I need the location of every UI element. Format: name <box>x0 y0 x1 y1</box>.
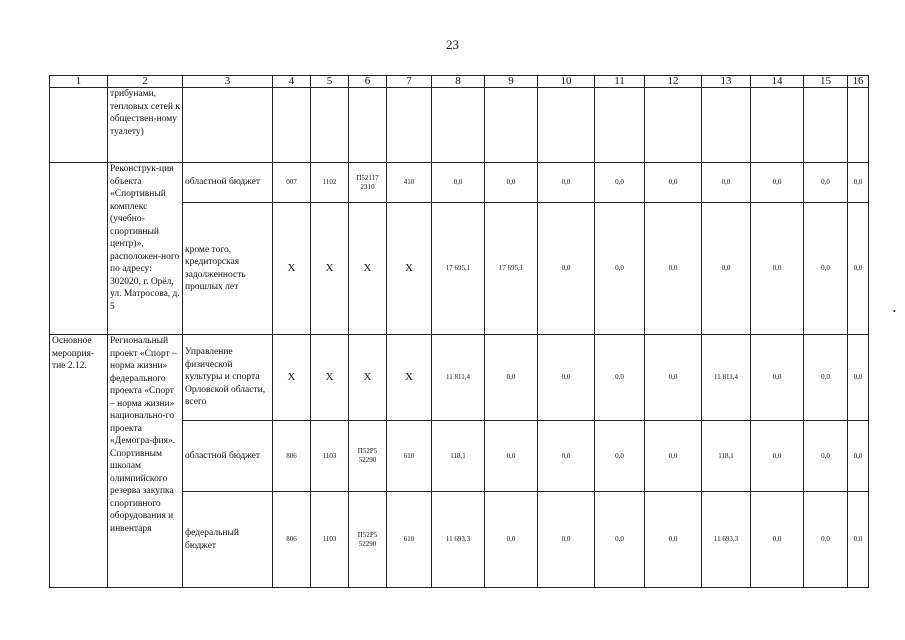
cell-value: 0,0 <box>751 203 804 335</box>
cell-value: 0,0 <box>432 163 485 203</box>
cell <box>50 88 108 163</box>
cell <box>751 88 804 163</box>
cell-value: 0,0 <box>538 203 595 335</box>
cell-code: X <box>349 203 387 335</box>
cell-value: 0,0 <box>804 421 848 492</box>
cell <box>311 88 349 163</box>
cell-value: 0,0 <box>485 163 538 203</box>
cell-funding-source: федеральный бюджет <box>183 492 273 588</box>
col-header-12: 12 <box>645 76 702 88</box>
cell-value: 11 693,3 <box>432 492 485 588</box>
cell-value: 11 811,4 <box>432 335 485 421</box>
col-header-14: 14 <box>751 76 804 88</box>
cell-value: 0,0 <box>804 492 848 588</box>
cell <box>485 88 538 163</box>
cell-code: 1102 <box>311 163 349 203</box>
cell-code: 610 <box>387 492 432 588</box>
cell <box>595 88 645 163</box>
table-row <box>50 88 869 163</box>
col-header-1: 1 <box>50 76 108 88</box>
cell-value: 0,0 <box>645 203 702 335</box>
cell-value: 0,0 <box>538 335 595 421</box>
cell-value: 0,0 <box>538 163 595 203</box>
cell-description: Региональный проект «Спорт – норма жизни» федерального проекта «Спорт – норма жизни» национально-го проекта «Демогра-фия». Спортивным школам олимпийского резерва закупка спортивного оборудования и инвентаря <box>108 335 183 588</box>
cell-value: 118,1 <box>432 421 485 492</box>
cell <box>387 88 432 163</box>
cell-code: 610 <box>387 421 432 492</box>
col-header-13: 13 <box>702 76 751 88</box>
cell-value: 0,0 <box>804 335 848 421</box>
col-header-2: 2 <box>108 76 183 88</box>
cell-value: 0,0 <box>645 421 702 492</box>
cell-description: Реконструк-ция объекта «Спортивный комплекс (учебно-спортивный центр)», расположен-ного по адресу: 302020, г. Орёл, ул. Матросова, д. 5 <box>108 163 183 335</box>
page-number: 23 <box>446 37 459 52</box>
cell-code: 1103 <box>311 492 349 588</box>
cell-value: 0,0 <box>751 421 804 492</box>
cell <box>183 88 273 163</box>
cell-code: 1103 <box>311 421 349 492</box>
cell-value: 0,0 <box>848 203 869 335</box>
col-header-16: 16 <box>848 76 869 88</box>
cell-value: 0,0 <box>848 421 869 492</box>
cell-code: X <box>273 203 311 335</box>
cell-value: 0,0 <box>485 421 538 492</box>
cell-value: 0,0 <box>751 492 804 588</box>
cell-code: X <box>349 335 387 421</box>
cell-value: 0,0 <box>702 163 751 203</box>
cell <box>538 88 595 163</box>
col-header-5: 5 <box>311 76 349 88</box>
col-header-7: 7 <box>387 76 432 88</box>
col-header-4: 4 <box>273 76 311 88</box>
cell-code: X <box>311 203 349 335</box>
cell-value: 0,0 <box>848 492 869 588</box>
cell-value: 0,0 <box>538 492 595 588</box>
cell-value: 17 695,1 <box>432 203 485 335</box>
cell-value: 0,0 <box>595 203 645 335</box>
cell-code: 806 <box>273 421 311 492</box>
margin-mark: • <box>893 307 896 316</box>
cell-value: 0,0 <box>595 163 645 203</box>
cell <box>349 88 387 163</box>
table-row <box>50 163 869 203</box>
cell-code: П52Р5 52290 <box>349 492 387 588</box>
cell-value: 0,0 <box>702 203 751 335</box>
cell-code: П52Р5 52290 <box>349 421 387 492</box>
cell-value: 0,0 <box>804 203 848 335</box>
col-header-11: 11 <box>595 76 645 88</box>
cell-code: X <box>387 203 432 335</box>
cell-value: 0,0 <box>485 335 538 421</box>
cell-code: П52117 2310 <box>349 163 387 203</box>
cell <box>273 88 311 163</box>
cell-value: 0,0 <box>595 421 645 492</box>
cell-value: 0,0 <box>485 492 538 588</box>
cell-code: 410 <box>387 163 432 203</box>
cell-value: 0,0 <box>751 335 804 421</box>
cell-funding-source: областной бюджет <box>183 163 273 203</box>
cell-measure: Основное мероприя-тие 2.12. <box>50 335 108 588</box>
cell-code: X <box>311 335 349 421</box>
cell-value: 17 695,1 <box>485 203 538 335</box>
cell <box>702 88 751 163</box>
cell-code: X <box>387 335 432 421</box>
cell-funding-source: Управление физической культуры и спорта Орловской области, всего <box>183 335 273 421</box>
budget-table <box>49 75 869 588</box>
cell <box>804 88 848 163</box>
cell-value: 11 811,4 <box>702 335 751 421</box>
cell-value: 0,0 <box>645 335 702 421</box>
col-header-3: 3 <box>183 76 273 88</box>
col-header-10: 10 <box>538 76 595 88</box>
cell <box>645 88 702 163</box>
cell-value: 0,0 <box>848 163 869 203</box>
cell-funding-source: областной бюджет <box>183 421 273 492</box>
cell <box>50 163 108 335</box>
cell-value: 118,1 <box>702 421 751 492</box>
cell-code: 806 <box>273 492 311 588</box>
cell-value: 0,0 <box>848 335 869 421</box>
table-row <box>50 335 869 421</box>
cell-value: 11 693,3 <box>702 492 751 588</box>
col-header-9: 9 <box>485 76 538 88</box>
cell-value: 0,0 <box>645 492 702 588</box>
cell-funding-source: кроме того, кредиторская задолженность прошлых лет <box>183 203 273 335</box>
col-header-8: 8 <box>432 76 485 88</box>
cell-code: X <box>273 335 311 421</box>
cell <box>848 88 869 163</box>
cell-description: трибунами, тепловых сетей к обществен-ному туалету) <box>108 88 183 163</box>
header-row <box>50 76 869 88</box>
cell-value: 0,0 <box>645 163 702 203</box>
col-header-15: 15 <box>804 76 848 88</box>
cell-value: 0,0 <box>751 163 804 203</box>
cell-value: 0,0 <box>595 335 645 421</box>
cell-code: 007 <box>273 163 311 203</box>
cell-value: 0,0 <box>595 492 645 588</box>
col-header-6: 6 <box>349 76 387 88</box>
cell-value: 0,0 <box>804 163 848 203</box>
cell <box>432 88 485 163</box>
cell-value: 0,0 <box>538 421 595 492</box>
